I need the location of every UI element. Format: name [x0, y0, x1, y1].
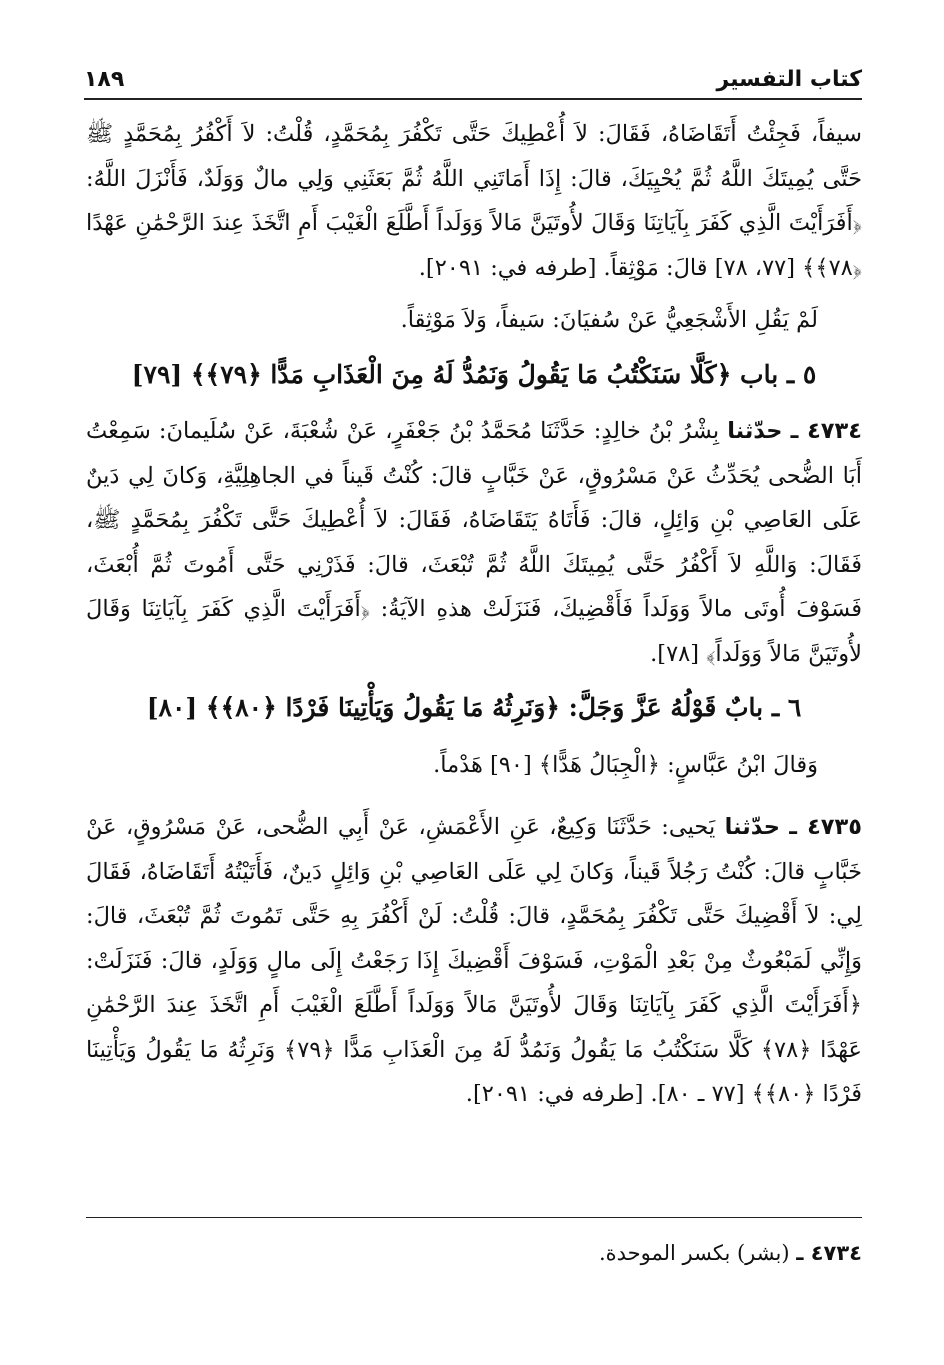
main-text — [86, 112, 862, 1117]
paragraph-note-ashjai: لَمْ يَقُلِ الأَشْجَعِيُّ عَنْ سُفيَانَ: سَيفاً، وَلاَ مَوْثِقاً. — [400, 307, 818, 333]
narration-marker: حدّثنا — [724, 814, 780, 840]
hadith-text: بِشْرُ بْنُ خالِدٍ: حَدَّثَنَا مُحَمَّدُ بْنُ جَعْفَرٍ، عَنْ شُعْبَةَ، عَنْ سُلَيمانَ: سَمِعْتُ أَبَا الضُّحى يُحَدِّثُ عَنْ مَسْرُوقٍ، عَنْ خَبَّابٍ قالَ: كُنْتُ قَيناً في الجاهِلِيَّةِ، وَكانَ لِي دَينٌ عَلَى العَاصِي بْنِ وَائِلٍ، قالَ: فَأَتَاهُ يَتَقَاضَاهُ، فَقَالَ: لاَ أُعْطِيكَ حَتَّى تَكْفُرَ بِمُحَمَّدٍ ﷺ، فَقَالَ: وَاللَّهِ لاَ أَكْفُرُ حَتَّى يُمِيتَكَ اللَّهُ ثُمَّ تُبْعَثَ، قالَ: فَذَرْنِي حَتَّى أَمُوتَ ثُمَّ أُبْعَثَ، فَسَوْفَ أُوتَى مالاً وَوَلَداً فَأَقْضِيكَ، فَنَزَلَتْ هذهِ الآيَةُ: ﴿أَفَرَأَيْتَ الَّذِي كَفَرَ بِآيَاتِنَا وَقَالَ لأُوتَيَنَّ مَالاً وَوَلَداً﴾ [٧٨]. — [86, 418, 862, 667]
hadith-4735 — [86, 805, 862, 1117]
chapter-heading-5: ٥ ـ باب ﴿كَلَّا سَنَكْتُبُ مَا يَقُولُ وَنَمُدُّ لَهُ مِنَ الْعَذَابِ مَدًّا ﴿٧٩﴾﴾ [٧٩] — [131, 359, 817, 389]
hadith-number: ٤٧٣٤ ـ — [790, 418, 863, 444]
page-number: ١٨٩ — [84, 67, 125, 92]
narration-marker: حدّثنا — [727, 418, 783, 444]
hadith-number: ٤٧٣٥ ـ — [789, 814, 862, 840]
page-header — [84, 52, 862, 100]
paragraph-ibn-abbas: وَقالَ ابْنُ عَبَّاسٍ: ﴿الْجِبَالُ هَدًّا﴾ [٩٠] هَدْماً. — [433, 751, 818, 778]
paragraph-hadith-continuation: سيفاً، فَجِئْتُ أَتَقَاضَاهُ، فَقَالَ: لاَ أُعْطِيكَ حَتَّى تَكْفُرَ بِمُحَمَّدٍ، قُلْتُ: لاَ أَكْفُرُ بِمُحَمَّدٍ ﷺ حَتَّى يُمِيتَكَ اللَّهُ ثُمَّ يُحْيِيَكَ، قالَ: إِذَا أَمَاتَنِي اللَّهُ ثُمَّ بَعَثَنِي وَلِي مالٌ وَوَلَدٌ، فَأَنْزَلَ اللَّهُ: ﴿أَفَرَأَيْتَ الَّذِي كَفَرَ بِآيَاتِنَا وَقَالَ لأُوتَيَنَّ مَالاً وَوَلَداً أَطَّلَعَ الْغَيْبَ أَمِ اتَّخَذَ عِندَ الرَّحْمَٰنِ عَهْدًا ﴿٧٨﴾﴾ [٧٧، ٧٨] قالَ: مَوْثِقاً. [طرفه في: ٢٠٩١]. — [86, 121, 862, 281]
hadith-text: يَحيى: حَدَّثَنَا وَكِيعٌ، عَنِ الأَعْمَشِ، عَنْ أَبِي الضُّحى، عَنْ مَسْرُوقٍ، عَنْ خَبَّابٍ قالَ: كُنْتُ رَجُلاً قَيناً، وَكانَ لِي عَلَى العَاصِي بْنِ وَائِلٍ دَينٌ، فَأَتَيْتُهُ أَتَقَاضَاهُ، فَقَالَ لِي: لاَ أَقْضِيكَ حَتَّى تَكْفُرَ بِمُحَمَّدٍ، قالَ: قُلْتُ: لَنْ أَكْفُرَ بِهِ حَتَّى تَمُوتَ ثُمَّ تُبْعَثَ، قالَ: وَإِنِّي لَمَبْعُوثٌ مِنْ بَعْدِ الْمَوْتِ، فَسَوْفَ أَقْضِيكَ إِذَا رَجَعْتُ إِلَى مالٍ وَوَلَدٍ، قالَ: فَنَزَلَتْ: ﴿أَفَرَأَيْتَ الَّذِي كَفَرَ بِآيَاتِنَا وَقَالَ لأُوتَيَنَّ مَالاً وَوَلَداً أَطَّلَعَ الْغَيْبَ أَمِ اتَّخَذَ عِندَ الرَّحْمَٰنِ عَهْدًا ﴿٧٨﴾ كَلَّا سَنَكْتُبُ مَا يَقُولُ وَنَمُدُّ لَهُ مِنَ الْعَذَابِ مَدًّا ﴿٧٩﴾ وَنَرِثُهُ مَا يَقُولُ وَيَأْتِينَا فَرْدًا ﴿٨٠﴾﴾ [٧٧ ـ ٨٠]. [طرفه في: ٢٠٩١]. — [86, 814, 862, 1107]
chapter-heading-6: ٦ ـ بابٌ قَوْلُهُ عَزَّ وَجَلَّ: ﴿وَنَرِثُهُ مَا يَقُولُ وَيَأْتِينَا فَرْدًا ﴿٨٠﴾﴾ [٨٠] — [146, 693, 802, 722]
footnote-number: ٤٧٣٤ ـ — [796, 1241, 862, 1265]
hadith-4734 — [86, 409, 862, 676]
footnote-text: (بشر) بكسر الموحدة. — [598, 1241, 790, 1265]
footnote — [86, 1235, 862, 1271]
footnote-divider — [86, 1217, 862, 1218]
running-title: كتاب التفسير — [716, 67, 862, 92]
